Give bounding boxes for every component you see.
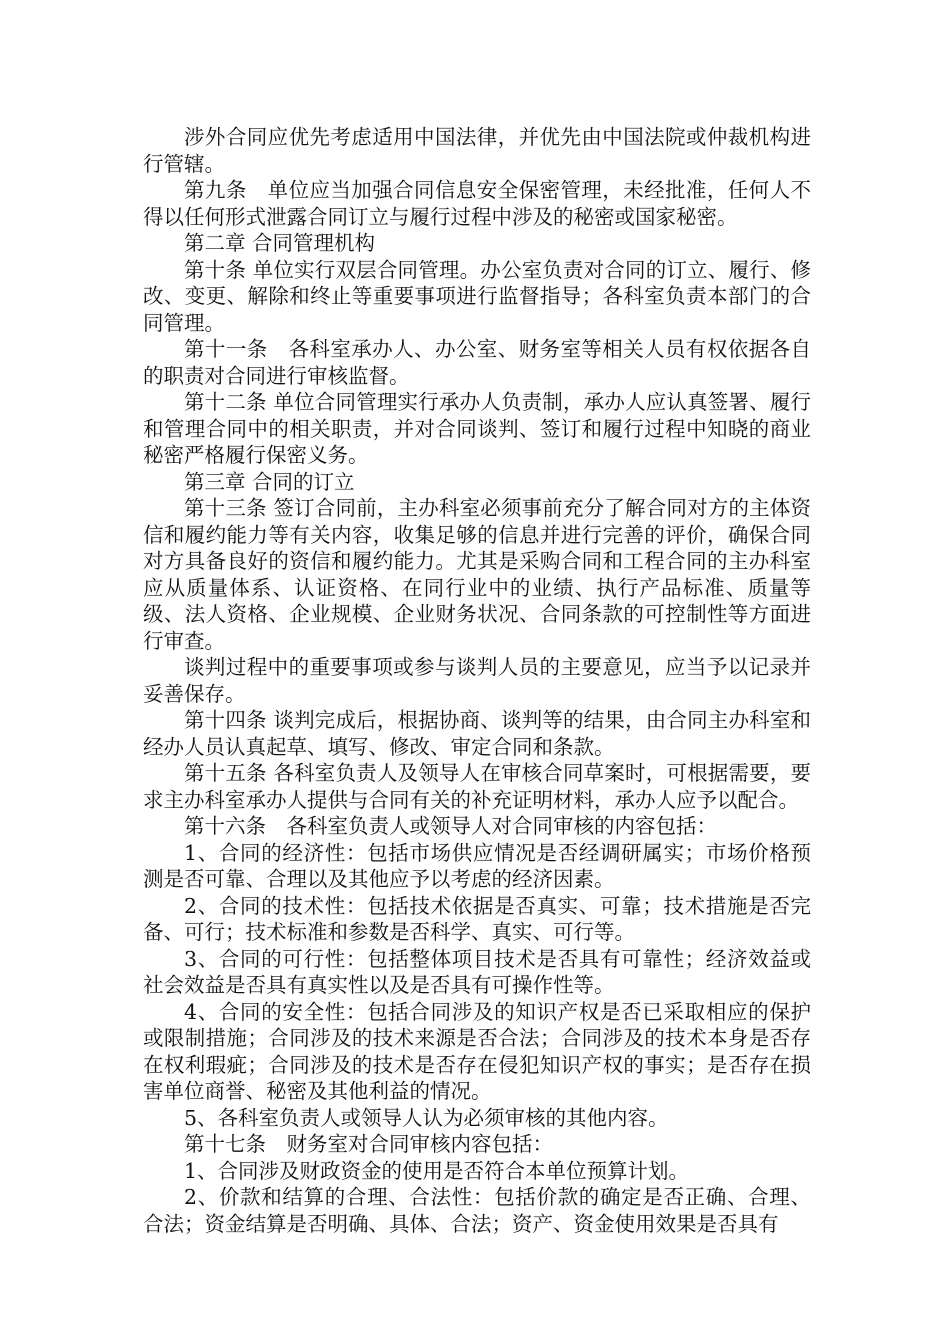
list-item: 2、合同的技术性：包括技术依据是否真实、可靠；技术措施是否完备、可行；技术标准和参数是否科学、真实、可行等。 <box>143 893 811 944</box>
list-item: 5、各科室负责人或领导人认为必须审核的其他内容。 <box>184 1105 669 1130</box>
paragraph-article-16: 第十六条 各科室负责人或领导人对合同审核的内容包括： <box>184 814 717 838</box>
list-item: 4、合同的安全性：包括合同涉及的知识产权是否已采取相应的保护或限制措施；合同涉及的技术来源是否合法；合同涉及的技术本身是否存在权利瑕疵；合同涉及的技术是否存在侵犯知识产权的事实；是否存在损害单位商誉、秘密及其他利益的情况。 <box>143 999 811 1103</box>
list-item: 2、价款和结算的合理、合法性：包括价款的确定是否正确、合理、合法；资金结算是否明确、具体、合法；资产、资金使用效果是否具有 <box>143 1185 811 1236</box>
list-item: 1、合同涉及财政资金的使用是否符合本单位预算计划。 <box>184 1158 690 1183</box>
paragraph-article-9: 第九条 单位应当加强合同信息安全保密管理，未经批准，任何人不得以任何形式泄露合同订立与履行过程中涉及的秘密或国家秘密。 <box>143 178 811 229</box>
chapter-heading-2: 第二章 合同管理机构 <box>184 231 376 255</box>
paragraph-article-17: 第十七条 财务室对合同审核内容包括： <box>184 1132 553 1156</box>
document-body <box>143 124 811 1237</box>
paragraph-article-14: 第十四条 谈判完成后，根据协商、谈判等的结果，由合同主办科室和经办人员认真起草、填写、修改、审定合同和条款。 <box>143 708 811 759</box>
list-item: 3、合同的可行性：包括整体项目技术是否具有可靠性；经济效益或社会效益是否具有真实性以及是否具有可操作性等。 <box>143 946 811 997</box>
paragraph-article-13: 第十三条 签订合同前，主办科室必须事前充分了解合同对方的主体资信和履约能力等有关内容，收集足够的信息并进行完善的评价，确保合同对方具备良好的资信和履约能力。尤其是采购合同和工程合同的主办科室应从质量体系、认证资格、在同行业中的业绩、执行产品标准、质量等级、法人资格、企业规模、企业财务状况、合同条款的可控制性等方面进行审查。 <box>143 496 811 653</box>
paragraph-article-11: 第十一条 各科室承办人、办公室、财务室等相关人员有权依据各自的职责对合同进行审核监督。 <box>143 337 811 388</box>
paragraph: 涉外合同应优先考虑适用中国法律，并优先由中国法院或仲裁机构进行管辖。 <box>143 125 811 176</box>
paragraph-article-10: 第十条 单位实行双层合同管理。办公室负责对合同的订立、履行、修改、变更、解除和终止等重要事项进行监督指导；各科室负责本部门的合同管理。 <box>143 257 811 335</box>
paragraph: 谈判过程中的重要事项或参与谈判人员的主要意见，应当予以记录并妥善保存。 <box>143 655 811 706</box>
paragraph-article-15: 第十五条 各科室负责人及领导人在审核合同草案时，可根据需要，要求主办科室承办人提供与合同有关的补充证明材料，承办人应予以配合。 <box>143 761 811 812</box>
chapter-heading-3: 第三章 合同的订立 <box>184 469 355 494</box>
list-item: 1、合同的经济性：包括市场供应情况是否经调研属实；市场价格预测是否可靠、合理以及其他应予以考虑的经济因素。 <box>143 840 811 891</box>
paragraph-article-12: 第十二条 单位合同管理实行承办人负责制，承办人应认真签署、履行和管理合同中的相关职责，并对合同谈判、签订和履行过程中知晓的商业秘密严格履行保密义务。 <box>143 390 811 467</box>
